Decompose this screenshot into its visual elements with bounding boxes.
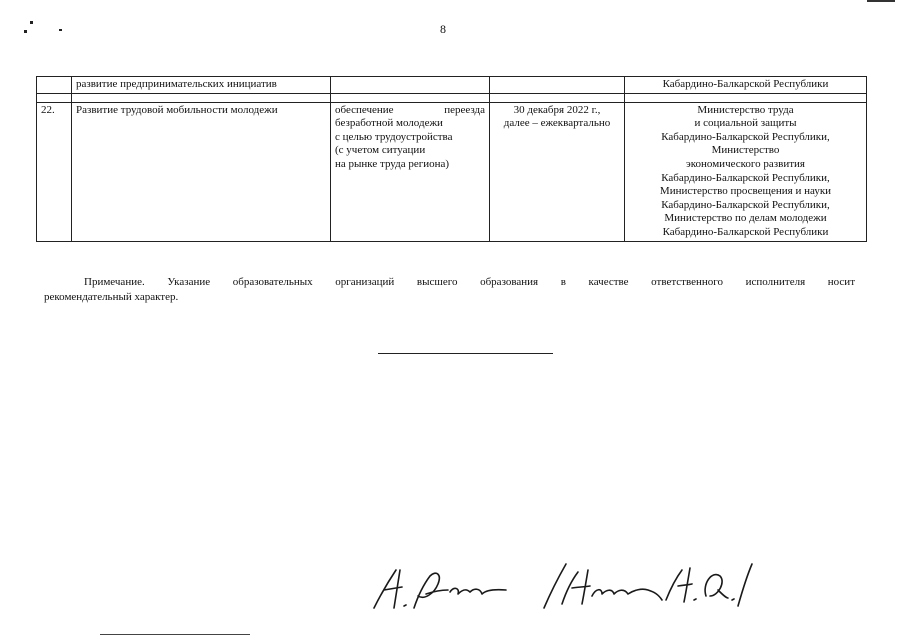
row-number: [37, 77, 72, 94]
table-row-spacer: [37, 93, 867, 102]
handwritten-signature: [366, 556, 756, 616]
executor-line: экономического развития: [686, 157, 805, 170]
deadline-cell: [490, 77, 625, 94]
executor-line: Министерство просвещения и науки: [659, 185, 832, 198]
measure-cell: [72, 77, 331, 94]
scan-speck: [59, 29, 62, 31]
deadline-line: 30 декабря 2022 г.,: [513, 103, 601, 116]
measure-text: развитие предпринимательских инициатив: [76, 78, 277, 90]
deadline-cell: [490, 102, 625, 241]
note-line: Примечание. Указание образовательных организаций высшего образования в качестве ответственного исполнителя носит: [84, 276, 855, 288]
scan-speck: [24, 30, 27, 33]
executor-line: Кабардино-Балкарской Республики,: [661, 198, 830, 211]
executors-cell: [625, 77, 867, 94]
measures-table: [36, 76, 867, 242]
scan-corner-mark: [867, 0, 895, 2]
result-line: (с учетом ситуации: [335, 144, 426, 157]
result-line: обеспечение переезда: [335, 103, 485, 116]
result-line: на рынке труда региона): [335, 157, 450, 170]
result-cell: [331, 77, 490, 94]
footer-rule: [100, 634, 250, 635]
executor-line: и социальной защиты: [694, 117, 797, 130]
page-number: 8: [440, 22, 446, 36]
measure-cell: [72, 102, 331, 241]
result-line: безработной молодежи: [335, 117, 443, 130]
row-number: 22.: [37, 102, 72, 241]
note-line: рекомендательный характер.: [44, 291, 179, 303]
executor-line: Министерство по делам молодежи: [664, 212, 827, 225]
result-line: с целью трудоустройства: [335, 130, 453, 143]
executors-cell: [625, 102, 867, 241]
deadline-line: далее – ежеквартально: [503, 117, 611, 130]
executor-line: Министерство труда: [697, 103, 794, 116]
executor-line: Кабардино-Балкарской Республики,: [661, 171, 830, 184]
measure-text: Развитие трудовой мобильности молодежи: [76, 103, 278, 116]
separator-line: [378, 353, 553, 354]
executor-line: Кабардино-Балкарской Республики,: [661, 130, 830, 143]
executor-line: Кабардино-Балкарской Республики: [662, 78, 829, 90]
executor-line: Министерство: [711, 144, 780, 157]
scan-speck: [30, 21, 33, 24]
result-cell: [331, 102, 490, 241]
table-row: [37, 77, 867, 94]
executor-line: Кабардино-Балкарской Республики: [662, 225, 829, 238]
note-paragraph: [44, 275, 855, 305]
table-row: [37, 102, 867, 241]
